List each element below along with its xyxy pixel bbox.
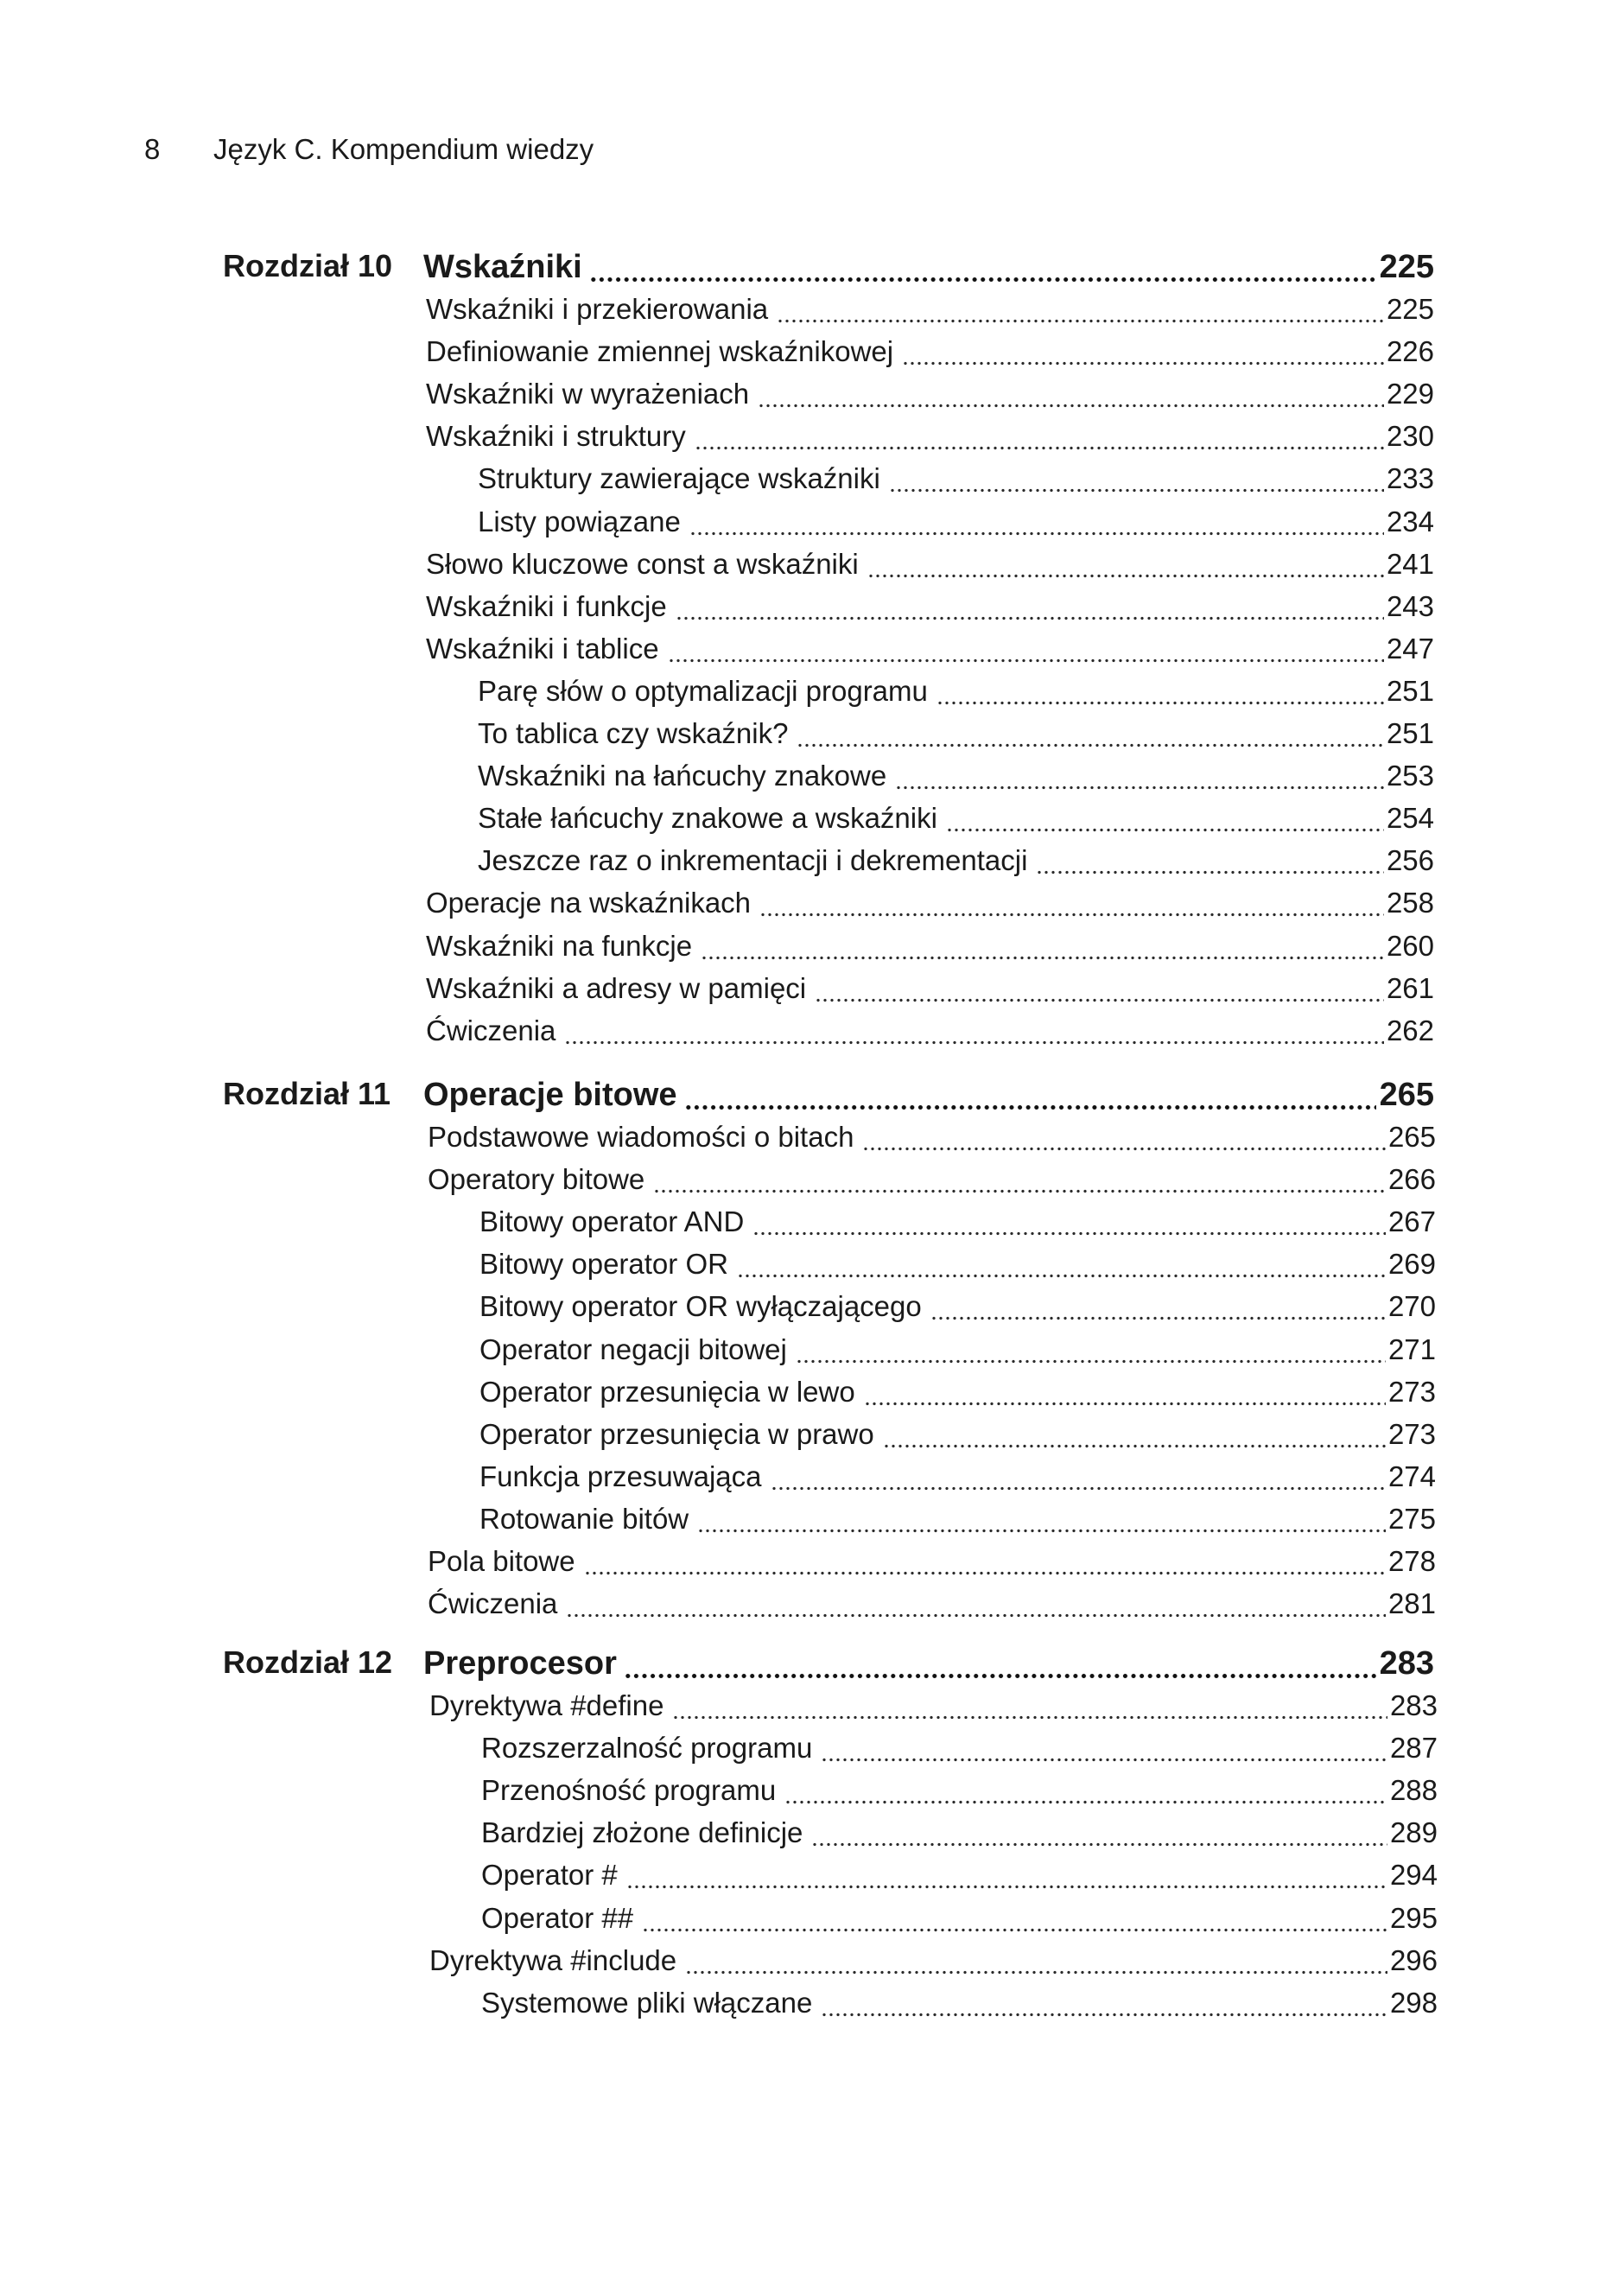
toc-entry-page: 247 <box>1386 632 1434 665</box>
toc-entry <box>479 1495 1436 1538</box>
toc-entry <box>426 1007 1434 1050</box>
toc-entry-page: 296 <box>1389 1943 1438 1976</box>
toc-entry-page: 233 <box>1386 462 1434 495</box>
toc-entry-title: Wskaźniki i struktury <box>426 420 686 453</box>
toc-entry <box>481 1851 1438 1894</box>
dot-leader <box>759 891 1384 917</box>
toc-entry <box>479 1410 1436 1453</box>
toc-entry-title: Operator negacji bitowej <box>479 1332 787 1365</box>
toc-entry-title: Wskaźniki i przekierowania <box>426 293 769 325</box>
toc-entry-title: Bardziej złożone definicje <box>481 1816 803 1849</box>
toc-entry <box>426 625 1434 668</box>
toc-entry-page: 256 <box>1386 844 1434 877</box>
dot-leader <box>758 382 1384 408</box>
toc-entry <box>478 667 1434 710</box>
dot-leader <box>672 1694 1387 1720</box>
toc-entry <box>478 794 1434 837</box>
dot-leader <box>584 1549 1386 1575</box>
dot-leader <box>784 1778 1387 1804</box>
dot-leader <box>752 1210 1386 1236</box>
toc-entry-title: Podstawowe wiadomości o bitach <box>428 1121 854 1153</box>
dot-leader <box>815 976 1384 1002</box>
toc-entry-page: 258 <box>1386 887 1434 919</box>
toc-entry-title: Ćwiczenia <box>428 1587 558 1620</box>
dot-leader <box>564 1019 1384 1045</box>
toc-entry <box>426 328 1434 371</box>
toc-entry <box>478 836 1434 880</box>
toc-entry-page: 251 <box>1386 717 1434 749</box>
toc-entry-title: Przenośność programu <box>481 1774 777 1807</box>
chapter-title-line <box>423 1070 1434 1116</box>
dot-leader <box>883 1422 1386 1448</box>
toc-entry-page: 281 <box>1387 1587 1436 1620</box>
toc-entry-page: 278 <box>1387 1545 1436 1577</box>
toc-entry-title: Funkcja przesuwająca <box>479 1460 762 1492</box>
chapter-title: Operacje bitowe <box>423 1077 677 1113</box>
toc-entry-page: 234 <box>1386 505 1434 537</box>
toc-entry <box>481 1979 1438 2022</box>
toc-entry-page: 265 <box>1387 1121 1436 1153</box>
dot-leader <box>653 1167 1386 1193</box>
toc-entry-title: Dyrektywa #define <box>429 1689 664 1721</box>
toc-entry <box>478 498 1434 541</box>
dot-leader <box>626 1863 1387 1889</box>
toc-entry-title: Ćwiczenia <box>426 1014 556 1046</box>
toc-entry <box>429 1937 1438 1980</box>
chapter-label: Rozdział 10 <box>223 248 393 283</box>
toc-entry <box>479 1282 1436 1326</box>
toc-entry-page: 269 <box>1387 1248 1436 1281</box>
toc-entry-page: 230 <box>1386 420 1434 453</box>
toc-entry <box>481 1724 1438 1767</box>
chapter-title: Preprocesor <box>423 1645 617 1682</box>
dot-leader <box>821 1736 1387 1762</box>
dot-leader <box>624 1653 1376 1679</box>
dot-leader <box>642 1906 1387 1932</box>
toc-entry-title: Operator ## <box>481 1901 634 1934</box>
dot-leader <box>796 1338 1386 1364</box>
toc-entry-page: 261 <box>1386 971 1434 1004</box>
toc-entry-page: 273 <box>1387 1417 1436 1450</box>
toc-entry-title: Struktury zawierające wskaźniki <box>478 462 880 495</box>
toc-entry-title: Operator przesunięcia w prawo <box>479 1417 874 1450</box>
toc-entry-page: 288 <box>1389 1774 1438 1807</box>
toc-entry <box>481 1766 1438 1809</box>
dot-leader <box>867 552 1384 578</box>
toc-entry-page: 251 <box>1386 674 1434 707</box>
toc-entry <box>481 1809 1438 1852</box>
toc-entry-title: Operator przesunięcia w lewo <box>479 1375 855 1408</box>
toc-entry-title: Rozszerzalność programu <box>481 1732 813 1765</box>
toc-entry-page: 241 <box>1386 547 1434 580</box>
chapter-page: 265 <box>1379 1077 1434 1113</box>
toc-entry-title: Operatory bitowe <box>428 1163 645 1196</box>
toc-entry-page: 298 <box>1389 1986 1438 2019</box>
dot-leader <box>697 1507 1386 1533</box>
toc-entry-page: 270 <box>1387 1290 1436 1323</box>
dot-leader <box>930 1294 1386 1320</box>
dot-leader <box>946 806 1384 832</box>
toc-entry-title: Operacje na wskaźnikach <box>426 887 752 919</box>
toc-entry-page: 289 <box>1389 1816 1438 1849</box>
dot-leader <box>689 510 1384 536</box>
dot-leader <box>862 1125 1386 1151</box>
toc-entry-page: 274 <box>1387 1460 1436 1492</box>
toc-entry-title: Wskaźniki i funkcje <box>426 589 667 622</box>
toc-entry-title: Bitowy operator OR wyłączającego <box>479 1290 922 1323</box>
dot-leader <box>821 1991 1387 2017</box>
toc-entry <box>426 922 1434 965</box>
toc-entry <box>428 1537 1436 1580</box>
toc-entry <box>426 412 1434 455</box>
toc-entry-page: 271 <box>1387 1332 1436 1365</box>
chapter-page: 225 <box>1379 249 1434 285</box>
dot-leader <box>937 679 1384 705</box>
dot-leader <box>685 1949 1387 1975</box>
dot-leader <box>589 257 1376 283</box>
toc-entry-title: Parę słów o optymalizacji programu <box>478 674 928 707</box>
dot-leader <box>737 1252 1386 1278</box>
toc-entry <box>428 1580 1436 1623</box>
chapter-label: Rozdział 12 <box>223 1644 393 1680</box>
toc-entry-title: Rotowanie bitów <box>479 1502 689 1535</box>
toc-entry <box>479 1368 1436 1411</box>
page-number: 8 <box>144 133 161 165</box>
chapter-title-line <box>423 1638 1434 1685</box>
toc-entry-title: Wskaźniki na łańcuchy znakowe <box>478 760 887 792</box>
toc-entry <box>479 1240 1436 1283</box>
toc-entry-title: Jeszcze raz o inkrementacji i dekrementacji <box>478 844 1028 877</box>
toc-entry-title: Systemowe pliki włączane <box>481 1986 813 2019</box>
toc-entry-page: 283 <box>1389 1689 1438 1721</box>
dot-leader <box>701 934 1384 960</box>
dot-leader <box>889 467 1384 493</box>
toc-entry-title: Bitowy operator AND <box>479 1205 745 1238</box>
toc-entry-page: 225 <box>1386 293 1434 325</box>
toc-entry-page: 287 <box>1389 1732 1438 1765</box>
toc-entry <box>428 1113 1436 1156</box>
toc-entry <box>478 455 1434 498</box>
dot-leader <box>895 764 1384 790</box>
toc-entry-title: Wskaźniki na funkcje <box>426 929 693 962</box>
toc-entry-page: 254 <box>1386 802 1434 835</box>
chapter-heading <box>0 1638 1600 1685</box>
toc-entry-title: Wskaźniki w wyrażeniach <box>426 378 750 410</box>
toc-entry <box>428 1155 1436 1199</box>
toc-entry-title: Definiowanie zmiennej wskaźnikowej <box>426 335 894 368</box>
toc-entry-title: Wskaźniki a adresy w pamięci <box>426 971 807 1004</box>
dot-leader <box>676 595 1384 620</box>
toc-entry-page: 267 <box>1387 1205 1436 1238</box>
toc-entry <box>479 1198 1436 1241</box>
toc-entry-title: Listy powiązane <box>478 505 681 537</box>
toc-entry-page: 273 <box>1387 1375 1436 1408</box>
toc-entry <box>479 1453 1436 1496</box>
toc-entry-title: Wskaźniki i tablice <box>426 632 659 665</box>
dot-leader <box>695 424 1384 450</box>
dot-leader <box>811 1821 1387 1847</box>
toc-entry-page: 253 <box>1386 760 1434 792</box>
toc-entry <box>426 582 1434 626</box>
chapter-page: 283 <box>1379 1645 1434 1682</box>
toc-entry-page: 275 <box>1387 1502 1436 1535</box>
toc-entry-title: Operator # <box>481 1859 618 1892</box>
toc-entry-page: 226 <box>1386 335 1434 368</box>
dot-leader <box>684 1084 1376 1110</box>
toc-entry <box>478 709 1434 753</box>
toc-entry <box>426 964 1434 1008</box>
toc-entry-title: Pola bitowe <box>428 1545 575 1577</box>
toc-entry <box>481 1894 1438 1937</box>
dot-leader <box>1036 849 1384 875</box>
toc-entry <box>426 879 1434 922</box>
book-title: Język C. Kompendium wiedzy <box>213 133 594 165</box>
toc-entry-page: 266 <box>1387 1163 1436 1196</box>
toc-entry-title: Słowo kluczowe const a wskaźniki <box>426 547 859 580</box>
toc-entry-page: 229 <box>1386 378 1434 410</box>
toc-entry <box>429 1682 1438 1725</box>
dot-leader <box>797 722 1383 747</box>
toc-entry <box>426 285 1434 328</box>
chapter-title-line <box>423 242 1434 289</box>
toc-entry-page: 262 <box>1386 1014 1434 1046</box>
toc-entry-page: 243 <box>1386 589 1434 622</box>
toc-entry-title: Stałe łańcuchy znakowe a wskaźniki <box>478 802 937 835</box>
toc-entry <box>479 1326 1436 1369</box>
dot-leader <box>902 340 1384 366</box>
chapter-heading <box>0 242 1600 289</box>
dot-leader <box>668 637 1384 663</box>
toc-entry-page: 294 <box>1389 1859 1438 1892</box>
chapter-heading <box>0 1070 1600 1116</box>
chapter-title: Wskaźniki <box>423 249 582 285</box>
toc-entry-title: Bitowy operator OR <box>479 1248 728 1281</box>
toc-entry-title: To tablica czy wskaźnik? <box>478 717 789 749</box>
toc-entry <box>426 370 1434 413</box>
chapter-label: Rozdział 11 <box>223 1076 391 1111</box>
dot-leader <box>566 1592 1386 1618</box>
toc-entry-page: 295 <box>1389 1901 1438 1934</box>
toc-entry <box>426 540 1434 583</box>
page-header <box>144 132 594 167</box>
dot-leader <box>864 1380 1386 1406</box>
toc-entry-title: Dyrektywa #include <box>429 1943 677 1976</box>
dot-leader <box>777 297 1384 323</box>
toc-entry <box>478 752 1434 795</box>
dot-leader <box>771 1465 1386 1491</box>
toc-entry-page: 260 <box>1386 929 1434 962</box>
